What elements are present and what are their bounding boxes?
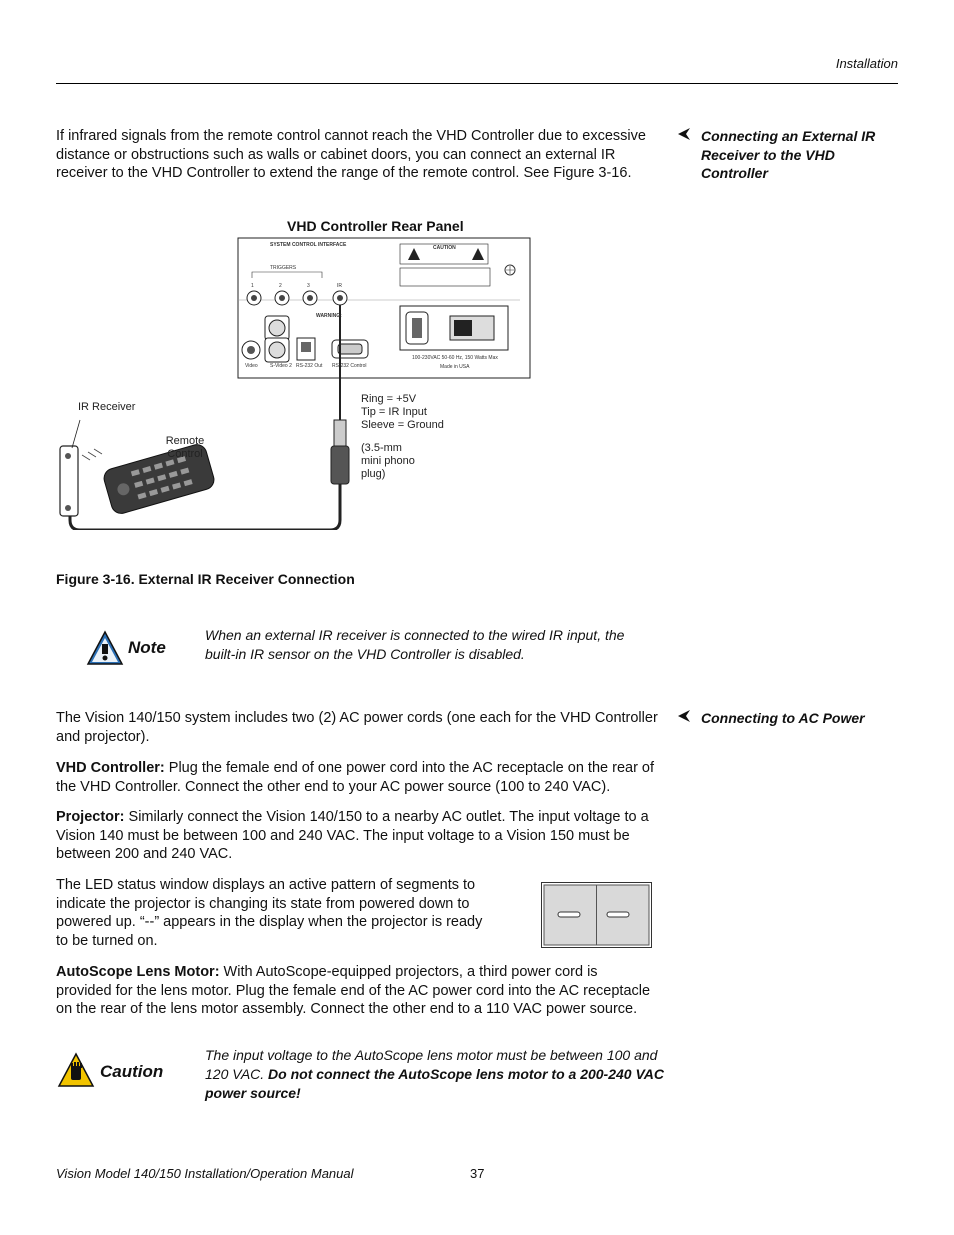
ir-jack	[333, 291, 347, 305]
autoscope-line1: With AutoScope-equipped projectors, a third power cord is	[219, 964, 598, 980]
caution-hand-icon	[57, 1052, 95, 1088]
panel-jack-video: Video	[245, 363, 258, 369]
autoscope-label: AutoScope Lens Motor:	[56, 964, 220, 980]
side-heading-ir-line2: Receiver to the VHD	[701, 146, 835, 163]
caution-line2-bold: Do not connect the AutoScope lens motor to a 200-240 VAC	[268, 1066, 664, 1082]
arrow-left-icon	[677, 709, 691, 723]
label-wiring-sleeve: Sleeve = Ground	[361, 419, 444, 431]
projector-label: Projector:	[56, 809, 125, 825]
panel-triggers: TRIGGERS	[270, 265, 297, 271]
caution-text	[205, 1046, 665, 1103]
caution-line3-bold: power source!	[205, 1085, 301, 1101]
footer-page-number: 37	[470, 1166, 485, 1181]
panel-jack-rs232-control: RS-232 Control	[332, 363, 367, 369]
led-segment-right	[607, 912, 629, 917]
panel-warning: WARNING:	[316, 313, 342, 319]
led-status-window	[541, 882, 652, 948]
ac-intro	[56, 709, 666, 746]
figure-caption: Figure 3-16. External IR Receiver Connection	[56, 571, 355, 587]
trigger-jack-3	[303, 291, 317, 305]
label-remote-line1: Remote	[165, 435, 205, 447]
side-heading-ir	[701, 127, 901, 183]
label-plug	[361, 442, 415, 481]
label-ir-receiver: IR Receiver	[78, 401, 136, 413]
note-line1: When an external IR receiver is connected to the wired IR input, the	[205, 627, 625, 643]
vhd-line1: Plug the female end of one power cord into the AC receptacle on the rear of	[164, 760, 655, 776]
autoscope-line2: provided for the lens motor. Plug the female end of the AC power cord into the AC receptacle	[56, 982, 651, 999]
side-heading-ir-line1: Connecting an External IR	[701, 128, 876, 144]
projector-line2: Vision 140 must be between 100 and 240 VAC. The input voltage to a Vision 150 must be	[56, 827, 630, 844]
label-plug-line3: plug)	[361, 468, 386, 480]
ir-paragraph: If infrared signals from the remote control cannot reach the VHD Controller due to excessive distance or obstructions such as walls or cabinet doors, you can connect an external IR receiver to the VHD Controller to extend the range of the remote control. See Figure 3-16.	[56, 128, 646, 181]
note-label: Note	[128, 638, 166, 657]
ac-intro-line2: and projector).	[56, 728, 150, 745]
label-wiring	[361, 393, 444, 432]
panel-power-rating: 100-230VAC 50-60 Hz, 150 Watts Max	[412, 355, 498, 361]
rear-panel-diagram	[40, 230, 560, 530]
panel-trigger-2: 2	[279, 283, 282, 289]
panel-caution: CAUTION	[433, 245, 456, 251]
label-wiring-tip: Tip = IR Input	[361, 406, 427, 418]
label-plug-line1: (3.5-mm	[361, 442, 402, 454]
panel-made-in: Made in USA	[440, 364, 470, 370]
autoscope-line3: on the rear of the lens motor assembly. Connect the other end to a 110 VAC power source.	[56, 1001, 638, 1017]
side-heading-ac-text: Connecting to AC Power	[701, 710, 865, 726]
side-heading-ac	[701, 709, 901, 728]
projector-line3: between 200 and 240 VAC.	[56, 846, 233, 862]
panel-jack-svideo2: S-Video 2	[270, 363, 292, 369]
footer-manual-title: Vision Model 140/150 Installation/Operation Manual	[56, 1166, 354, 1181]
vhd-line2: the VHD Controller. Connect the other end to your AC power source (100 to 240 VAC).	[56, 778, 611, 795]
label-remote-line2: Control	[167, 448, 203, 460]
autoscope-paragraph	[56, 963, 676, 1019]
vhd-paragraph	[56, 759, 666, 796]
label-wiring-ring: Ring = +5V	[361, 393, 417, 405]
projector-paragraph	[56, 808, 666, 864]
note-icon	[86, 630, 124, 666]
caution-line2-normal: 120 VAC.	[205, 1066, 269, 1082]
panel-ir: IR	[337, 283, 342, 289]
led-line1: The LED status window displays an active pattern of segments to	[56, 877, 476, 893]
note-text	[205, 626, 645, 664]
ac-intro-line1: The Vision 140/150 system includes two (2) AC power cords (one each for the VHD Controller	[56, 710, 658, 726]
label-plug-line2: mini phono	[361, 455, 415, 467]
panel-system-control: SYSTEM CONTROL INTERFACE	[270, 242, 347, 248]
caution-label: Caution	[100, 1062, 164, 1081]
panel-jack-rs232-out: RS-232 Out	[296, 363, 323, 369]
vhd-label: VHD Controller:	[56, 760, 165, 776]
panel-trigger-1: 1	[251, 283, 254, 289]
note-line2: built-in IR sensor on the VHD Controller is disabled.	[205, 646, 525, 662]
led-line3: powered up. “--” appears in the display when the projector is ready	[56, 914, 483, 930]
panel-trigger-3: 3	[307, 283, 310, 289]
trigger-jack-2	[275, 291, 289, 305]
led-paragraph	[56, 876, 516, 950]
led-line4: to be turned on.	[56, 932, 158, 949]
led-line2: indicate the projector is changing its state from powered down to	[56, 895, 470, 912]
label-remote-control	[163, 435, 207, 461]
running-head: Installation	[835, 56, 898, 71]
led-segment-left	[558, 912, 580, 917]
arrow-left-icon	[677, 127, 691, 141]
trigger-jack-1	[247, 291, 261, 305]
header-rule	[56, 83, 898, 84]
caution-line1: The input voltage to the AutoScope lens motor must be between 100 and	[205, 1047, 658, 1063]
figure-title: VHD Controller Rear Panel	[287, 218, 464, 234]
projector-line1: Similarly connect the Vision 140/150 to a nearby AC outlet. The input voltage to a	[124, 809, 649, 825]
side-heading-ir-line3: Controller	[701, 165, 768, 181]
